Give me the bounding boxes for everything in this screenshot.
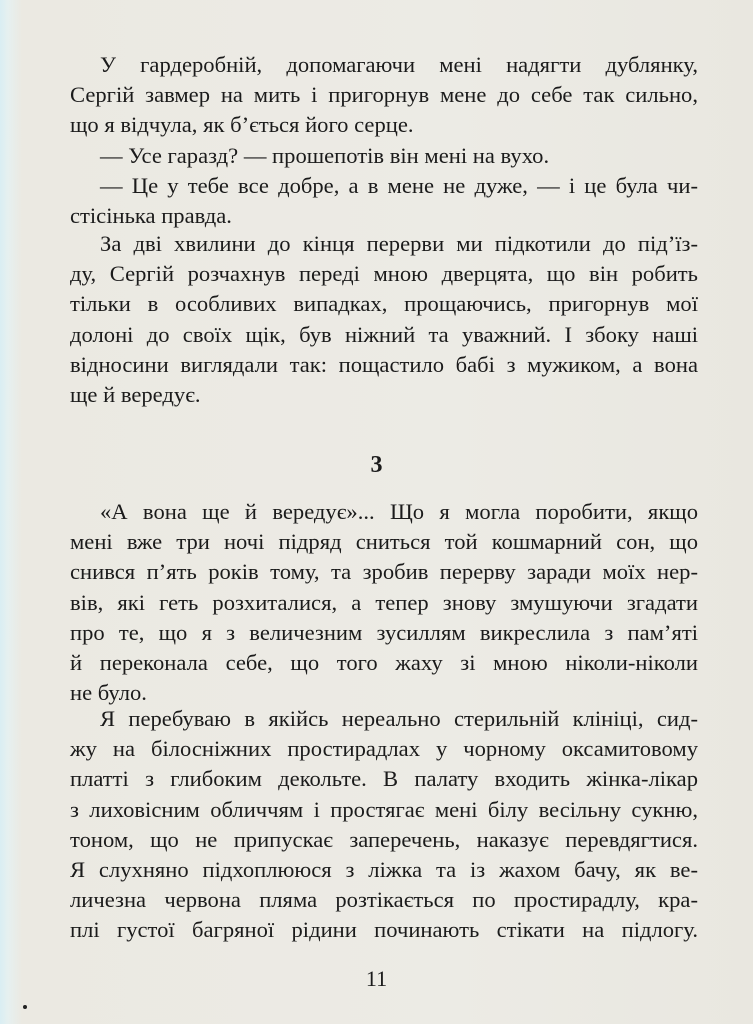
text-line: За дві хвилини до кінця перерви ми підкотили до під’їз- [100,231,698,256]
text-line: про те, що я з величезним зусиллям викреслила з пам’яті [70,619,698,645]
text-line: У гардеробній, допомагаючи мені надягти дублянку, [100,52,698,77]
text-line: не було. [70,680,147,706]
text-line: стісінька правда. [70,203,232,229]
text-block-chapter-start [70,497,698,708]
text-block-second [70,229,698,410]
text-line: що я відчула, як б’ється його серце. [70,112,414,138]
ink-speck [23,1005,27,1009]
text-line: ще й вередує. [70,382,201,408]
text-line: відносини виглядали так: пощастило бабі з мужиком, а вона [70,351,698,377]
text-line: ду, Сергій розчахнув переді мною дверцята, що він робить [70,261,698,287]
text-line: мені вже три ночі підряд сниться той кошмарний сон, що [70,529,698,555]
text-line: тоном, що не припускає заперечень, наказує перевдягтися. [70,826,698,852]
chapter-number: 3 [370,452,383,478]
text-line: й переконала себе, що того жаху зі мною ніколи-ніколи [70,650,698,676]
text-line: вів, які геть розхиталися, а тепер знову змушуючи згадати [70,589,698,615]
text-line: долоні до своїх щік, був ніжний та уважний. І збоку наші [70,321,698,347]
text-line: жу на білосніжних простирадлах у чорному оксамитовому [70,736,698,762]
text-line: платті з глибоким декольте. В палату входить жінка-лікар [70,766,698,792]
text-line: тільки в особливих випадках, прощаючись, пригорнув мої [70,291,698,317]
text-line: снився п’ять років тому, та зробив перерву заради моїх нер- [70,559,698,585]
text-line: Я перебуваю в якійсь нереально стерильній клініці, сид- [100,706,698,731]
text-line: — Це у тебе все добре, а в мене не дуже, — і це була чи- [100,172,698,198]
text-line: личезна червона пляма розтікається по простирадлу, кра- [70,887,698,913]
text-line: Я слухняно підхоплююся з ліжка та із жахом бачу, як ве- [70,857,698,883]
text-line: плі густої багряної рідини починають стікати на підлогу. [70,917,698,943]
text-line: Сергій завмер на мить і пригорнув мене до себе так сильно, [70,82,698,108]
page-number: 11 [365,966,388,991]
text-line: з лиховісним обличчям і простягає мені білу весільну сукню, [70,796,698,822]
text-line: «А вона ще й вередує»... Що я могла поробити, якщо [100,499,698,524]
text-block-top [70,50,698,231]
text-block-bottom [70,704,698,946]
text-line: — Усе гаразд? — прошепотів він мені на вухо. [100,142,550,168]
